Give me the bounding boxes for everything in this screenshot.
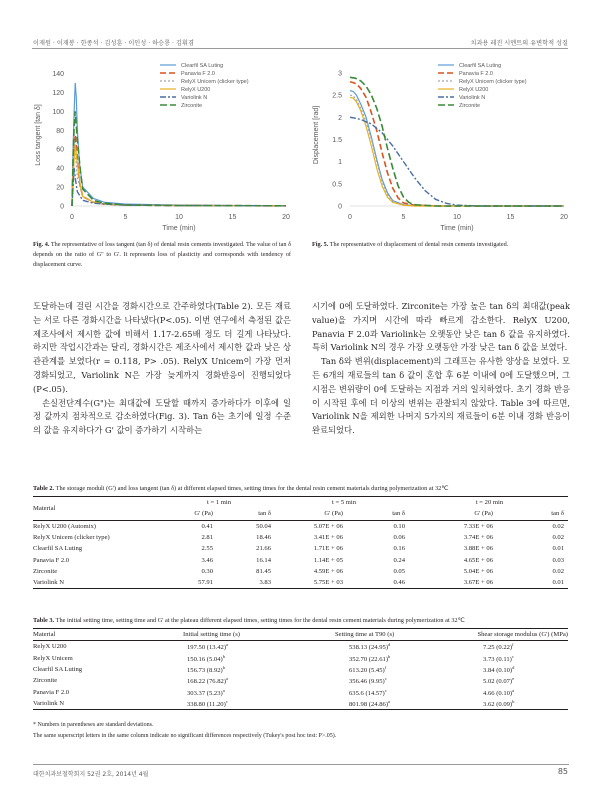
table2-group-5min: t = 5 min — [331, 499, 357, 507]
body-left-column — [33, 300, 291, 438]
table3-value: 801.98 (24.86) — [349, 701, 389, 709]
table3-material-cell — [33, 664, 183, 675]
table3-footnote-1: * Numbers in parentheses are standard deviations. — [33, 722, 154, 728]
fig4-caption — [33, 240, 291, 270]
table3-value: 3.84 (0.10) — [483, 667, 513, 675]
table2-value-cell: 3.74E + 06 — [463, 534, 493, 542]
table3-value-cell — [443, 686, 568, 697]
significance-superscript: d — [388, 642, 391, 648]
body-left-paragraph-2: 손실전단계수(G")는 최대값에 도달할 때까지 증가하다가 이후에 일정 값까지 점차적으로 감소하였다(Fig. 3). Tan δ는 초기에 일정 수준의 값을 유지하다가 G' 값이 증가하기 시작하는 — [33, 397, 291, 436]
table3-value: 197.50 (13.42) — [187, 644, 227, 652]
table3-material-cell: Zirconite — [33, 677, 58, 685]
table3-material-cell — [33, 675, 183, 686]
fig4-y-tick-label: 40 — [56, 165, 64, 173]
table-row — [33, 686, 568, 697]
table3-value: 156.73 (8.92) — [187, 667, 223, 675]
table2-sub-g-20: G' (Pa) — [474, 510, 493, 518]
table3-value-cell — [183, 664, 313, 675]
table3-value: 168.22 (76.82) — [187, 678, 227, 686]
table2-value-cell: 7.33E + 06 — [463, 522, 493, 530]
table2-value-cell: 18.46 — [256, 534, 271, 542]
table3-caption-text: The initial setting time, setting time and G' at the plateau different elapsed times, setting times for the dental resin cement materials during polymerization at 32℃ — [55, 617, 465, 624]
fig4-y-tick-label: 20 — [56, 184, 64, 192]
table2-header-material: Material — [33, 497, 161, 521]
significance-superscript: b — [388, 653, 391, 659]
table3-value-cell — [183, 698, 313, 710]
table3-value-cell — [313, 664, 443, 675]
table3-value: 338.80 (11.20) — [187, 701, 226, 709]
table2-value-cell: 0.01 — [552, 545, 564, 553]
significance-superscript: b — [222, 653, 225, 659]
table3-value-cell — [443, 664, 568, 675]
table-row — [33, 675, 568, 686]
table3-value: 7.25 (0.22) — [483, 644, 513, 652]
footer-page-number: 85 — [557, 767, 568, 776]
table3-footnote-2: The same superscript letters in the same column indicate no significant differences respectively (Tukey's post hoc test: P>.05). — [33, 733, 337, 739]
table3-value-cell — [443, 698, 568, 710]
table2-value-cell: 0.01 — [552, 579, 564, 587]
fig4-x-tick-label: 0 — [70, 214, 74, 221]
table2-value-cell: 5.04E + 06 — [463, 567, 493, 575]
table3-material-cell: RelyX Unicem — [33, 654, 73, 662]
table2-value-cell: 0.41 — [201, 522, 213, 530]
significance-superscript: b — [512, 698, 515, 704]
table3-value: 356.46 (9.95) — [349, 678, 385, 686]
table2-sub-tan-5: tan δ — [392, 510, 405, 518]
table-row — [33, 653, 568, 664]
significance-superscript: d — [512, 664, 515, 670]
fig5-x-tick-label: 20 — [560, 214, 568, 221]
table2-value-cell: 0.24 — [393, 556, 405, 564]
fig4-legend-label: Variolink N — [181, 95, 208, 102]
table-row — [33, 554, 568, 565]
fig4-y-tick-label: 0 — [60, 203, 64, 211]
fig4-caption-label: Fig. 4. — [33, 241, 50, 248]
table2-material-cell: RelyX Unicem (clicker type) — [33, 534, 110, 542]
table-row — [33, 664, 568, 675]
table2-value-cell: 0.30 — [201, 567, 213, 575]
fig4-x-tick-label: 15 — [228, 214, 237, 221]
table3-value: 635.6 (14.57) — [349, 689, 385, 697]
table3-value-cell — [313, 686, 443, 697]
table2-sub-g-5: G' (Pa) — [324, 510, 343, 518]
table3-value-cell — [313, 675, 443, 686]
fig4-x-axis-title: Time (min) — [162, 225, 196, 232]
footer-journal: 대한치과보철학회지 52권 2호, 2014년 4월 — [33, 771, 149, 778]
table2-value-cell: 0.16 — [393, 545, 405, 553]
table2-sub-tan-1: tan δ — [258, 510, 271, 518]
table3-value: 150.16 (5.04) — [187, 655, 223, 663]
table3-caption-label: Table 3. — [33, 617, 55, 624]
table3-value-cell — [443, 675, 568, 686]
fig5-y-tick-label: 3 — [338, 70, 342, 78]
table2-value-cell: 16.14 — [256, 556, 271, 564]
table2-material-cell: Clearfil SA Luting — [33, 545, 83, 553]
significance-superscript: a — [226, 642, 229, 648]
table2-value-cell: 0.06 — [393, 534, 405, 542]
table3-value-cell — [313, 653, 443, 664]
table3-value-cell — [183, 641, 313, 653]
fig4-loss-tangent-chart — [30, 56, 294, 234]
significance-superscript: c — [384, 676, 387, 682]
fig4-caption-text: The representative of loss tangent (tan δ) of dental resin cements investigated. The value of tan δ depends on the ratio of G" to G'. It represents loss of plasticity and corresponds with tendency of displacement curve. — [33, 241, 292, 268]
fig4-x-tick-label: 5 — [123, 214, 128, 221]
table3-value: 613.20 (5.45) — [349, 667, 385, 675]
table3-value-cell — [443, 641, 568, 653]
fig5-y-axis-title: Displacement [rad] — [313, 105, 320, 165]
header-rule — [32, 48, 568, 49]
table3-material-cell — [33, 698, 183, 710]
table2-group-20min: t = 20 min — [475, 499, 504, 507]
fig5-y-tick-label: 1 — [338, 159, 342, 167]
table2-value-cell: 0.02 — [552, 522, 564, 530]
table-row — [33, 641, 568, 653]
fig4-y-tick-label: 100 — [52, 108, 64, 116]
table2-value-cell: 0.02 — [552, 534, 564, 542]
table2-value-cell: 2.81 — [201, 534, 213, 542]
table-row — [33, 543, 568, 554]
significance-superscript: f — [512, 642, 514, 648]
significance-superscript: c — [384, 687, 387, 693]
body-right-paragraph-2: Tan δ와 변위(displacement)의 그래프는 유사한 양상을 보였다. 모든 6개의 재료들의 tan δ 값이 혼합 후 6분 이내에 0에 도달했으며, 그 시점은 변위량이 0에 도달하는 지점과 거의 일치하였다. 초기 경화 반응이 시작된 후에 더 이상의 변위는 관찰되지 않았다. Table 3에 따르면, Variolink N을 제외한 나머지 5가지의 재료들이 6분 이내 경화 반응이 완료되었다. — [312, 356, 570, 436]
table3-material-cell: RelyX U200 — [33, 643, 67, 651]
significance-superscript: e — [512, 676, 515, 682]
table2-material-cell: Variolink N — [33, 579, 64, 587]
table2-group-1min: t = 1 min — [206, 499, 232, 507]
fig5-legend-label: Panavia F 2.0 — [459, 71, 493, 78]
table3-value-cell — [183, 675, 313, 686]
table3-caption — [33, 617, 465, 624]
fig5-caption-label: Fig. 5. — [312, 241, 329, 248]
running-authors: 이재원 · 이재봉 · 한종석 · 김성훈 · 이인성 · 하승룡 · 김휘겸 — [33, 40, 194, 47]
table3-value: 303.37 (5.23) — [187, 689, 223, 697]
significance-superscript: a — [512, 687, 515, 693]
table2-value-cell: 3.88E + 06 — [463, 545, 493, 553]
fig4-x-tick-label: 20 — [282, 214, 290, 221]
table-row — [33, 520, 568, 532]
body-right-paragraph-1: 시기에 0에 도달하였다. Zirconite는 가장 높은 tan δ의 최대값(peak value)을 가지며 시간에 따라 빠르게 감소한다. RelyX U200, Panavia F 2.0과 Variolink는 오랫동안 낮은 tan δ 값을 유지하였다. 특히 Variolink N의 경우 가장 오랫동안 가장 낮은 tan δ 값을 보였다. — [312, 301, 570, 353]
table2-sub-g-1: G' (Pa) — [194, 510, 213, 518]
table2-material-cell: RelyX U200 (Automix) — [33, 522, 97, 530]
fig4-y-tick-label: 60 — [56, 146, 64, 154]
fig4-legend-label: Clearfil SA Luting — [181, 63, 224, 70]
fig5-x-tick-label: 0 — [348, 214, 352, 221]
fig4-legend-label: RelyX U200 — [181, 87, 211, 94]
table2-caption — [33, 485, 448, 492]
table3-header-initial: Initial setting time (s) — [183, 631, 240, 639]
table2-value-cell: 0.03 — [552, 556, 564, 564]
fig4-y-tick-label: 80 — [56, 127, 64, 135]
table2-value-cell: 57.91 — [198, 579, 213, 587]
table-row — [33, 698, 568, 710]
significance-superscript: f — [384, 664, 387, 670]
table3-header-material: Material — [33, 631, 56, 639]
fig4-y-axis-title: Loss tangent [tan δ] — [35, 104, 42, 166]
table2-value-cell: 81.45 — [256, 567, 271, 575]
table3-value: 5.02 (0.07) — [483, 678, 513, 686]
table3-material-cell — [33, 653, 183, 664]
fig4-legend-label: RelyX Unicem (clicker type) — [181, 79, 249, 86]
table-row — [33, 566, 568, 577]
table3-value: 352.70 (22.61) — [349, 655, 389, 663]
fig5-x-tick-label: 15 — [506, 214, 515, 221]
fig5-x-tick-label: 5 — [401, 214, 406, 221]
table2-value-cell: 3.83 — [259, 579, 271, 587]
table3-value: 538.13 (24.95) — [349, 644, 389, 652]
table3-value-cell — [183, 686, 313, 697]
table2-value-cell: 1.14E + 05 — [313, 556, 343, 564]
running-title: 치과용 레진 시멘트의 유변학적 성질 — [470, 40, 568, 47]
table2-value-cell: 2.55 — [201, 545, 213, 553]
body-left-paragraph-1: 도달하는데 걸린 시간을 경화시간으로 간주하였다(Table 2). 모든 재료는 서로 다른 경화시간을 나타냈다(P<.05). 이번 연구에서 측정된 값은 제조사에서 제시한 값에 비해서 1.17-2.65배 정도 더 길게 나타났다. 하지만 작업시간과는 달리, 경화시간은 제조사에서 제시한 값과 낮은 상관관계를 보였다(r = 0.118, P> .05). RelyX Unicem이 가장 먼저 경화되었고, Variolink N은 가장 늦게까지 경화반응이 진행되었다(P<.05). — [33, 301, 291, 394]
table3-material-cell: Panavia F 2.0 — [33, 688, 70, 696]
table3-value-cell — [313, 698, 443, 710]
table2 — [33, 496, 568, 589]
fig4-x-tick-label: 10 — [175, 214, 183, 221]
table2-caption-text: The storage moduli (G') and loss tangent (tan δ) at different elapsed times, setting times for the dental resin cement materials during polymerization at 32℃ — [55, 485, 449, 492]
table2-value-cell: 5.07E + 06 — [313, 522, 343, 530]
table3-value-cell — [313, 641, 443, 653]
table-row — [33, 532, 568, 543]
fig5-y-tick-label: 0 — [338, 203, 342, 211]
table2-value-cell: 0.05 — [393, 567, 405, 575]
table2-value-cell: 3.67E + 06 — [463, 579, 493, 587]
table3-header-modulus: Shear storage modulus (G') (MPa) — [477, 631, 568, 639]
fig4-legend-label: Panavia F 2.0 — [181, 71, 215, 78]
table2-material-cell: Zirconite — [33, 567, 58, 575]
table2-value-cell: 4.65E + 06 — [463, 556, 493, 564]
fig5-y-tick-label: 2.5 — [332, 92, 342, 100]
table3 — [33, 628, 568, 710]
table2-value-cell: 0.46 — [393, 579, 405, 587]
table2-value-cell: 1.71E + 06 — [313, 545, 343, 553]
table2-caption-label: Table 2. — [33, 485, 55, 492]
table2-value-cell: 0.02 — [552, 567, 564, 575]
significance-superscript: a — [226, 676, 229, 682]
significance-superscript: c — [511, 653, 514, 659]
table2-value-cell: 3.41E + 06 — [313, 534, 343, 542]
fig5-legend-label: RelyX U200 — [459, 87, 489, 94]
fig5-caption — [312, 240, 570, 250]
footer-rule — [33, 764, 569, 765]
table2-value-cell: 21.66 — [256, 545, 271, 553]
fig5-legend-label: RelyX Unicem (clicker type) — [459, 79, 527, 86]
table3-material-cell: Clearfil SA Luting — [33, 666, 83, 674]
fig5-y-tick-label: 1.5 — [332, 136, 342, 144]
table2-value-cell: 5.75E + 03 — [313, 579, 343, 587]
table3-material-cell — [33, 686, 183, 697]
significance-superscript: a — [388, 698, 391, 704]
table3-value-cell — [183, 653, 313, 664]
significance-superscript: b — [222, 664, 225, 670]
fig5-legend-label: Zirconite — [459, 103, 481, 110]
significance-superscript: a — [222, 687, 225, 693]
table2-value-cell: 50.04 — [256, 522, 271, 530]
fig5-x-axis-title: Time (min) — [440, 225, 474, 232]
table2-sub-tan-20: tan δ — [551, 510, 564, 518]
body-right-column — [312, 300, 570, 438]
fig4-legend-label: Zirconite — [181, 103, 203, 110]
table3-value-cell — [443, 653, 568, 664]
table-row — [33, 577, 568, 589]
fig5-y-tick-label: 2 — [338, 114, 342, 122]
table3-value: 3.62 (0.09) — [483, 701, 513, 709]
table3-value: 4.66 (0.10) — [483, 689, 513, 697]
table3-material-cell — [33, 641, 183, 653]
fig4-y-tick-label: 120 — [52, 89, 64, 97]
fig5-background — [308, 56, 572, 234]
fig4-background — [30, 56, 294, 234]
table2-value-cell: 4.59E + 06 — [313, 567, 343, 575]
table2-material-cell: Panavia F 2.0 — [33, 556, 70, 564]
fig5-y-tick-label: 0.5 — [332, 181, 342, 189]
table2-value-cell: 3.46 — [201, 556, 213, 564]
fig5-x-tick-label: 10 — [453, 214, 461, 221]
fig5-legend-label: Clearfil SA Luting — [459, 63, 502, 70]
fig4-y-tick-label: 140 — [52, 70, 64, 78]
fig5-displacement-chart — [308, 56, 572, 234]
table3-header-setting: Setting time at T90 (s) — [335, 631, 395, 639]
table2-value-cell: 0.10 — [393, 522, 405, 530]
table3-material-cell: Variolink N — [33, 699, 64, 707]
table3-value: 3.73 (0.11) — [483, 655, 512, 663]
fig5-legend-label: Variolink N — [459, 95, 486, 102]
significance-superscript: c — [225, 698, 228, 704]
fig5-caption-text: The representative of displacement of dental resin cements investigated. — [329, 241, 509, 248]
